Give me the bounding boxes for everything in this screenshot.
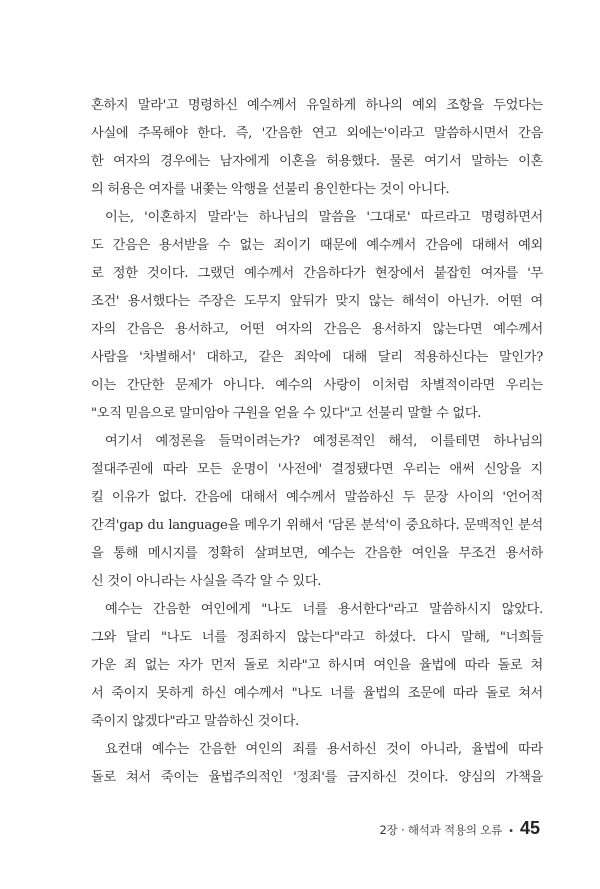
text-line: 사실에 주목해야 한다. 즉, '간음한 연고 외에는'이라고 말씀하시면서 간음 [91,126,543,141]
page-number: 45 [519,818,540,838]
text-line: 조건' 용서했다는 주장은 도무지 앞뒤가 맞지 않는 해석이 아닌가. 어떤 여 [91,294,543,309]
bullet-separator: • [508,826,514,837]
text-line: 자의 간음은 용서하고, 어떤 여자의 간음은 용서하지 않는다면 예수께서 [91,322,543,337]
paragraph-start-line: 예수는 간음한 여인에게 "나도 너를 용서한다"라고 말씀하시지 않았다. [105,602,543,617]
text-line: 절대주권에 따라 모든 운명이 '사전에' 결정됐다면 우리는 애써 신앙을 지 [91,462,543,477]
paragraph-start-line: 이는, '이혼하지 말라'는 하나님의 말씀을 '그대로' 따르라고 명령하면서 [105,210,543,225]
text-line: 혼하지 말라'고 명령하신 예수께서 유일하게 하나의 예외 조항을 두었다는 [91,98,543,113]
paragraph-start-line: 여기서 예정론을 들먹이려는가? 예정론적인 해석, 이를테면 하나님의 [105,434,543,449]
text-line: 돌로 쳐서 죽이는 율법주의적인 '정죄'를 금지하신 것이다. 양심의 가책을 [91,770,543,785]
text-line: 도 간음은 용서받을 수 없는 죄이기 때문에 예수께서 간음에 대해서 예외 [91,238,543,253]
text-line: 한 여자의 경우에는 남자에게 이혼을 허용했다. 물론 여기서 말하는 이혼 [91,154,543,169]
text-line: 서 죽이지 못하게 하신 예수께서 "나도 너를 율법의 조문에 따라 돌로 쳐서 [91,686,543,701]
text-line: 이는 간단한 문제가 아니다. 예수의 사랑이 이처럼 차별적이라면 우리는 [91,378,543,393]
text-line: 의 허용은 여자를 내쫓는 악행을 선불리 용인한다는 것이 아니다. [91,182,450,197]
paragraph-start-line: 요컨대 예수는 간음한 여인의 죄를 용서하신 것이 아니라, 율법에 따라 [105,742,543,757]
text-line: 킬 이유가 없다. 간음에 대해서 예수께서 말씀하신 두 문장 사이의 '언어적 [91,490,543,505]
text-line: 신 것이 아니라는 사실을 즉각 알 수 있다. [91,574,322,589]
text-line: 그와 달리 "나도 너를 정죄하지 않는다"라고 하셨다. 다시 말해, "너희들 [91,630,543,645]
page-footer [379,818,540,840]
text-line: 가운 죄 없는 자가 먼저 돌로 치라"고 하시며 여인을 율법에 따라 돌로 쳐 [91,658,543,673]
text-line: 을 통해 메시지를 정확히 살펴보면, 예수는 간음한 여인을 무조건 용서하 [91,546,543,561]
chapter-title: 2장 · 해석과 적용의 오류 [379,823,503,837]
text-line: 사람을 '차별해서' 대하고, 같은 죄악에 대해 달리 적용하신다는 말인가? [91,350,543,365]
text-line: "오직 믿음으로 말미암아 구원을 얻을 수 있다"고 선불리 말할 수 없다. [91,406,482,421]
text-line: 죽이지 않겠다"라고 말씀하신 것이다. [91,714,299,729]
text-line: 로 정한 것이다. 그랬던 예수께서 간음하다가 현장에서 붙잡힌 여자를 '무 [91,266,543,281]
text-line: 간격'gap du language을 메우기 위해서 '담론 분석'이 중요하다. 문맥적인 분석 [91,518,543,533]
